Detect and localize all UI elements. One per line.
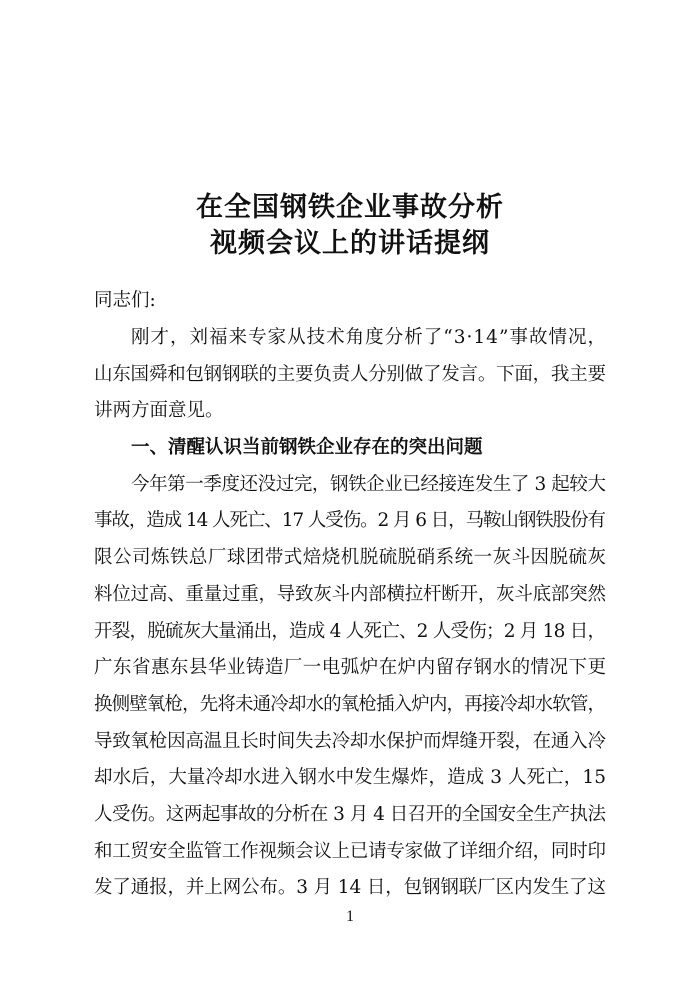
body-line-3: 讲两方面意见。 bbox=[94, 400, 224, 421]
body-line-10: 广东省惠东县华业铸造厂一电弧炉在炉内留存钢水的情况下更 bbox=[94, 657, 607, 678]
body-line-2: 山东国舜和包钢钢联的主要负责人分别做了发言。下面，我主要 bbox=[94, 364, 606, 385]
page-number: 1 bbox=[346, 908, 354, 925]
body-line-11: 换侧壁氧枪，先将未通冷却水的氧枪插入炉内，再接冷却水软管， bbox=[94, 694, 606, 715]
body-line-6: 事故，造成 14 人死亡、17 人受伤。2 月 6 日，马鞍山钢铁股份有 bbox=[94, 510, 605, 531]
body-line-15: 和工贸安全监管工作视频会议上已请专家做了详细介绍，同时印 bbox=[94, 841, 606, 862]
body-line-7: 限公司炼铁总厂球团带式焙烧机脱硫脱硝系统一灰斗因脱硫灰 bbox=[94, 547, 607, 568]
body-line-8: 料位过高、重量过重，导致灰斗内部横拉杆断开，灰斗底部突然 bbox=[94, 584, 606, 605]
body-line-16: 发了通报，并上网公布。3 月 14 日，包钢钢联厂区内发生了这 bbox=[94, 877, 606, 898]
document-title-line-1: 在全国钢铁企业事故分析 bbox=[196, 192, 504, 223]
salutation: 同志们: bbox=[94, 290, 156, 311]
body-line-14: 人受伤。这两起事故的分析在 3 月 4 日召开的全国安全生产执法 bbox=[94, 804, 606, 825]
section-heading-1: 一、清醒认识当前钢铁企业存在的突出问题 bbox=[131, 437, 483, 458]
body-line-5: 今年第一季度还没过完，钢铁企业已经接连发生了 3 起较大 bbox=[131, 474, 606, 495]
body-line-1: 刚才，刘福来专家从技术角度分析了“3·14”事故情况， bbox=[131, 327, 608, 348]
body-line-12: 导致氧枪因高温且长时间失去冷却水保护而焊缝开裂，在通入冷 bbox=[94, 731, 606, 752]
body-line-9: 开裂，脱硫灰大量涌出，造成 4 人死亡、2 人受伤；2 月 18 日， bbox=[94, 621, 606, 642]
document-title-line-2: 视频会议上的讲话提纲 bbox=[210, 228, 490, 259]
body-line-13: 却水后，大量冷却水进入钢水中发生爆炸，造成 3 人死亡，15 bbox=[94, 767, 607, 788]
